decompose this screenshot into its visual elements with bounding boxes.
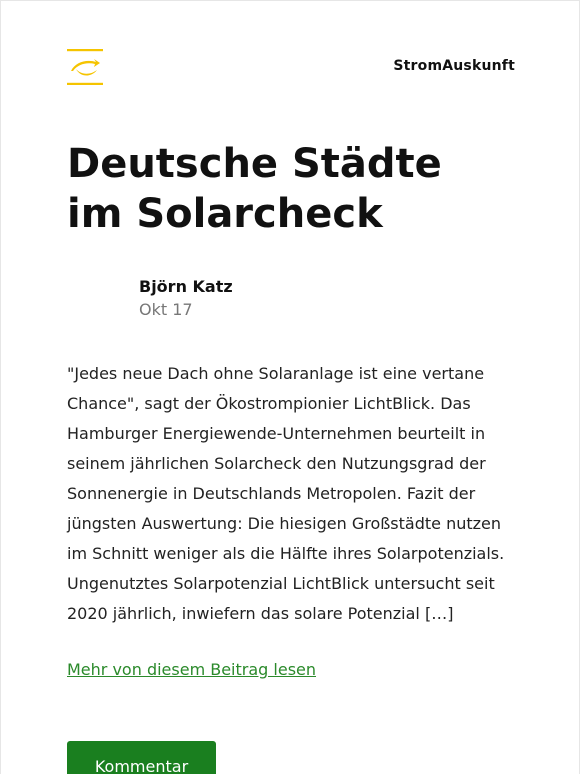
article-title <box>67 139 515 239</box>
header <box>67 49 515 85</box>
post-date: Okt 17 <box>139 300 193 319</box>
comment-button[interactable]: Kommentar <box>67 741 216 774</box>
article-title-line1: Deutsche Städte <box>67 141 442 187</box>
sun-swoosh-logo-icon[interactable] <box>67 49 103 85</box>
author-block <box>139 277 233 321</box>
article-title-line2: im Solarcheck <box>67 191 383 237</box>
author-name: Björn Katz <box>139 277 233 296</box>
brand-name: StromAuskunft <box>393 58 515 74</box>
read-more-link[interactable]: Mehr von diesem Beitrag lesen <box>67 660 317 679</box>
article-excerpt: "Jedes neue Dach ohne Solaranlage ist eine vertane Chance", sagt der Ökostrompionier LichtBlick. Das Hamburger Energiewende-Unternehmen beurteilt in seinem jährlichen Solarcheck den Nutzungsgrad der Sonnenergie in Deutschlands Metropolen. Fazit der jüngsten Auswertung: Die hiesigen Großstädte nutzen im Schnitt weniger als die Hälfte ihres Solarpotenzials. Ungenutztes Solarpotenzial LichtBlick untersucht seit 2020 jährlich, inwiefern das solare Potenzial […] <box>67 364 505 623</box>
